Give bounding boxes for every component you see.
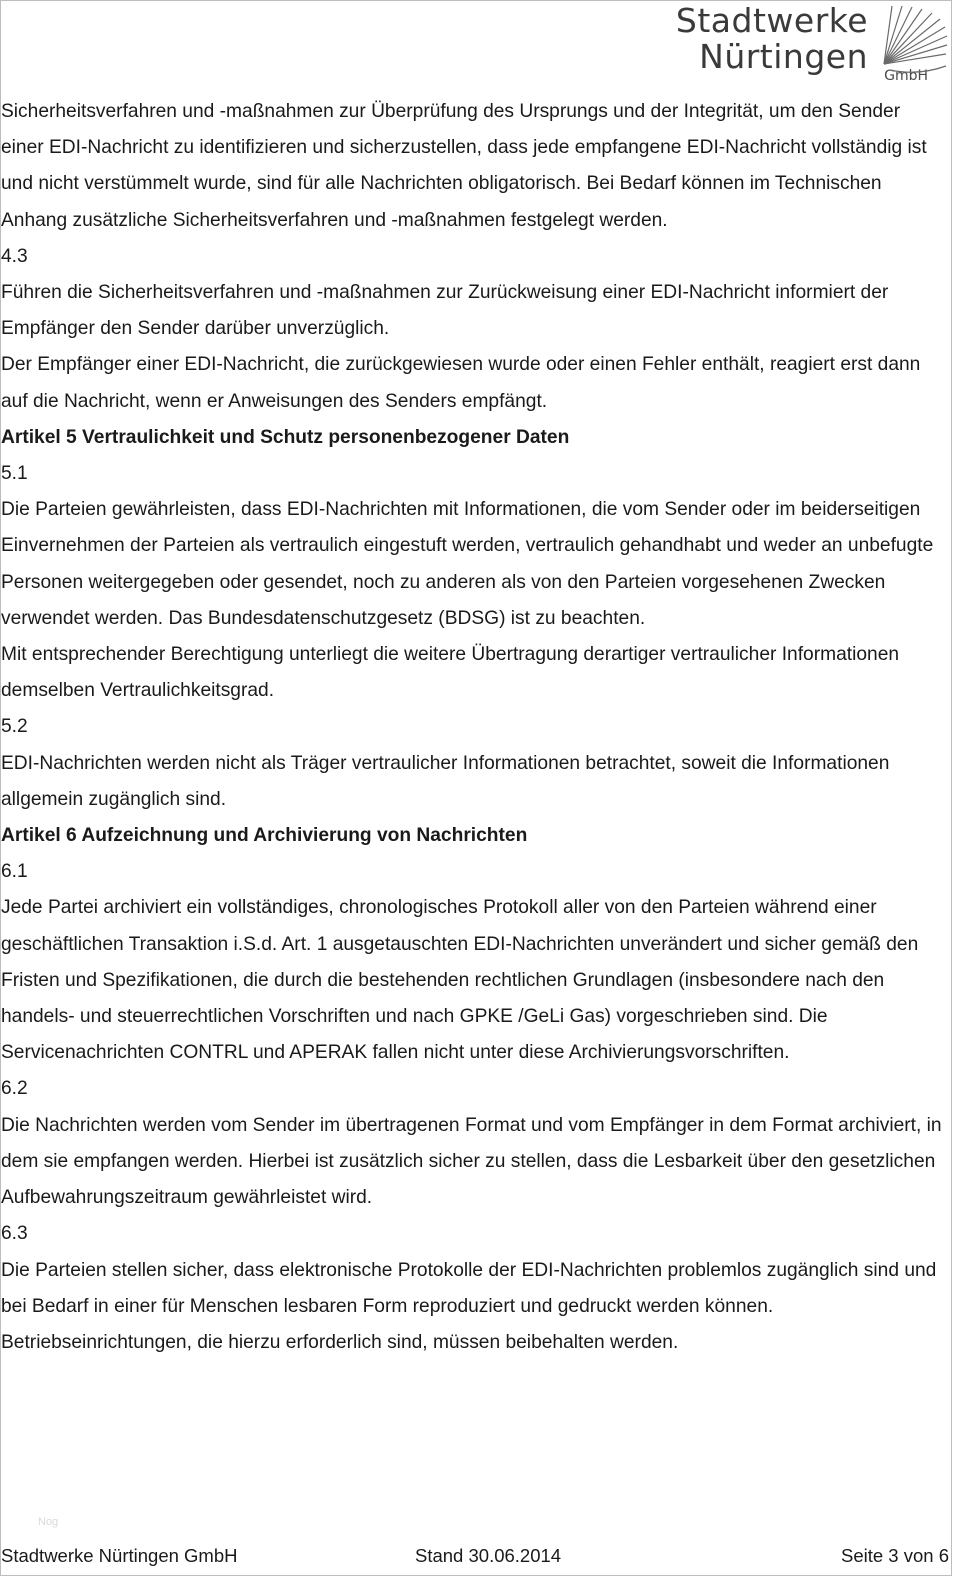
footer-date: Stand 30.06.2014 — [415, 1545, 562, 1566]
section-heading: Artikel 5 Vertraulichkeit und Schutz personenbezogener Daten — [1, 426, 570, 448]
footer-company: Stadtwerke Nürtingen GmbH — [1, 1545, 238, 1566]
paragraph: Sicherheitsverfahren und -maßnahmen zur Überprüfung des Ursprungs und der Integrität, um den Sender einer EDI-Nachricht zu identifizieren und sicherzustellen, dass jede empfangene EDI-Nachricht vollständig ist und nicht verstümmelt wurde, sind für alle Nachrichten obligatorisch. Bei Bedarf können im Technischen Anhang zusätzliche Sicherheitsverfahren und -maßnahmen festgelegt werden. — [1, 101, 927, 231]
logo-line-2: Nürtingen — [699, 37, 868, 76]
page-footer — [1, 1542, 949, 1570]
paragraph: Die Parteien gewährleisten, dass EDI-Nachrichten mit Informationen, die vom Sender oder im beiderseitigen Einvernehmen der Parteien als vertraulich eingestuft werden, vertraulich gehandhabt und weder an unbefugte Personen weitergegeben oder gesendet, noch zu anderen als von den Parteien vorgesehenen Zwecken verwendet werden. Das Bundesdatenschutzgesetz (BDSG) ist zu beachten. — [1, 499, 934, 629]
paragraph: Führen die Sicherheitsverfahren und -maßnahmen zur Zurückweisung einer EDI-Nachricht informiert der Empfänger den Sender darüber unverzüglich. — [1, 282, 889, 340]
logo-wordmark — [676, 2, 868, 74]
footer-page-number: Seite 3 von 6 — [841, 1545, 949, 1566]
document-body — [1, 94, 947, 1361]
clause-number: 5.2 — [1, 716, 28, 738]
logo-suffix: GmbH — [884, 68, 928, 84]
logo-line-1: Stadtwerke — [675, 1, 868, 40]
clause-number: 6.2 — [1, 1078, 28, 1100]
paragraph: Der Empfänger einer EDI-Nachricht, die zurückgewiesen wurde oder einen Fehler enthält, reagiert erst dann auf die Nachricht, wenn er Anweisungen des Senders empfängt. — [1, 354, 921, 412]
section-heading: Artikel 6 Aufzeichnung und Archivierung von Nachrichten — [1, 825, 528, 847]
paragraph: Mit entsprechender Berechtigung unterliegt die weitere Übertragung derartiger vertraulicher Informationen demselben Vertraulichkeitsgrad. — [1, 644, 900, 702]
company-logo — [675, 1, 952, 98]
paragraph: EDI-Nachrichten werden nicht als Träger vertraulicher Informationen betrachtet, soweit die Informationen allgemein zugänglich sind. — [1, 752, 890, 810]
paragraph: Die Parteien stellen sicher, dass elektronische Protokolle der EDI-Nachrichten problemlos zugänglich sind und bei Bedarf in einer für Menschen lesbaren Form reproduziert und gedruckt werden können. Betriebseinrichtungen, die hierzu erforderlich sind, müssen beibehalten werden. — [1, 1259, 937, 1353]
clause-number: 4.3 — [1, 245, 28, 267]
paragraph: Die Nachrichten werden vom Sender im übertragenen Format und vom Empfänger in dem Format archiviert, in dem sie empfangen werden. Hierbei ist zusätzlich sicher zu stellen, dass die Lesbarkeit über den gesetzlichen Aufbewahrungszeitraum gewährleistet wird. — [1, 1114, 942, 1209]
paragraph: Jede Partei archiviert ein vollständiges, chronologisches Protokoll aller von den Parteien während einer geschäftlichen Transaktion i.S.d. Art. 1 ausgetauschten EDI-Nachrichten unverändert und sicher gemäß den Fristen und Spezifikationen, die durch die bestehenden rechtlichen Grundlagen (insbesondere nach den handels- und steuerrechtlichen Vorschriften und nach GPKE /GeLi Gas) vorgeschrieben sind. Die Servicenachrichten CONTRL und APERAK fallen nicht unter diese Archivierungsvorschriften. — [1, 897, 919, 1064]
clause-number: 6.3 — [1, 1223, 28, 1245]
clause-number: 5.1 — [1, 463, 28, 485]
watermark: Nog — [38, 1516, 59, 1528]
clause-number: 6.1 — [1, 861, 28, 883]
sunburst-logo-icon — [882, 4, 948, 74]
